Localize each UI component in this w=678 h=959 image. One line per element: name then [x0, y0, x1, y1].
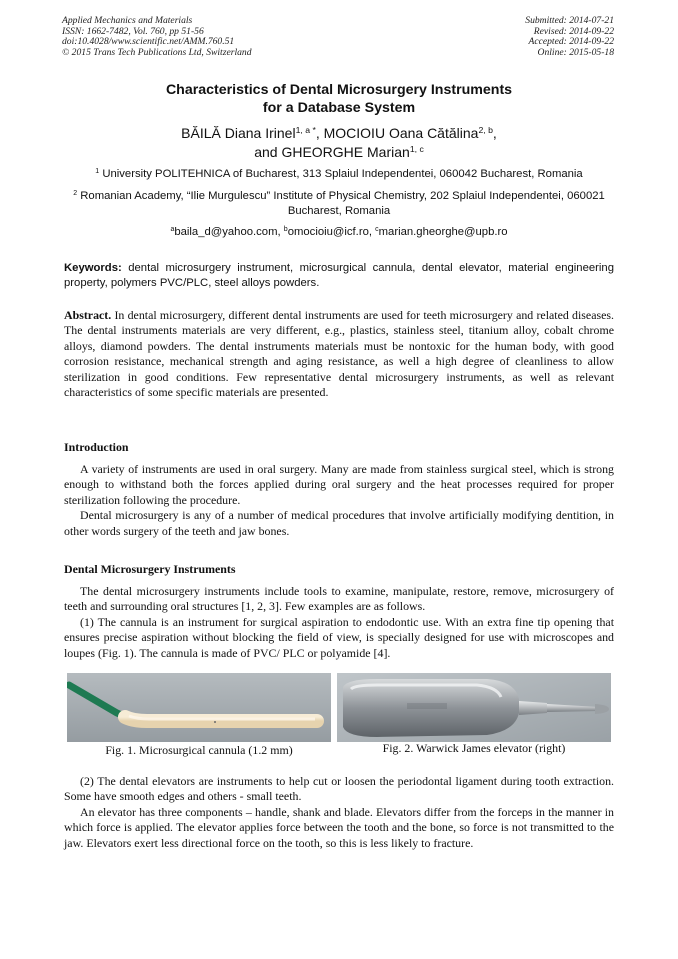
submitted-date: Submitted: 2014-07-21 [525, 15, 614, 26]
doi-line: doi:10.4028/www.scientific.net/AMM.760.51 [62, 36, 235, 47]
email-c-sup: c [375, 226, 379, 234]
email-a[interactable]: baila_d@yahoo.com, [174, 226, 284, 238]
figure-2-elevator-photo [337, 673, 611, 742]
author-emails [64, 225, 614, 240]
title-line-1: Characteristics of Dental Microsurgery Instruments [165, 82, 513, 98]
instruments-paragraph-1: The dental microsurgery instruments include tools to examine, manipulate, restore, remove, microsurgery of teeth and surrounding oral structures [1, 2, 3]. Few examples are as follows. [64, 584, 614, 614]
email-c[interactable]: marian.gheorghe@upb.ro [378, 226, 508, 238]
instruments-body [64, 584, 614, 661]
keywords-label: Keywords: [64, 262, 122, 274]
abstract [64, 308, 614, 400]
author-mocioiu: , MOCIOIU Oana Cătălina [315, 125, 479, 141]
elevator-illustration [337, 673, 611, 742]
figure-1-cannula-photo [67, 673, 331, 742]
elevator-paragraph-1: (2) The dental elevators are instruments to help cut or loosen the periodontal ligament during tooth extraction. Some have smooth edges and others - small teeth. [64, 774, 614, 804]
author-line-2 [0, 143, 678, 162]
author-gheorghe-sup: 1, c [409, 143, 424, 154]
elevator-paragraph-2: An elevator has three components – handle, shank and blade. Elevators differ from the forceps in the manner in which force is applied. The elevator applies force between the tooth and the bone, so force is not transmitted to the jaw. Elevators exert less directional force on the tooth, so this is less likely to fracture. [64, 804, 614, 850]
introduction-paragraph-1: A variety of instruments are used in oral surgery. Many are made from stainless surgical steel, which is strong enough to withstand both the forces applied during oral surgery and the heat processes required for proper sterilization following the procedure. [64, 462, 614, 507]
affiliation-1 [64, 167, 614, 182]
copyright-line: © 2015 Trans Tech Publications Ltd, Switzerland [62, 46, 252, 58]
introduction-body [64, 462, 614, 539]
title-line-2: for a Database System [262, 100, 416, 116]
accepted-date: Accepted: 2014-09-22 [528, 36, 614, 47]
figure-2-caption: Fig. 2. Warwick James elevator (right) [382, 741, 566, 755]
submission-dates [525, 16, 614, 58]
affiliation-2 [64, 189, 614, 218]
keywords-text: dental microsurgery instrument, microsurgical cannula, dental elevator, material engineering property, polymers PVC/PLC, steel alloys powders. [64, 262, 614, 289]
journal-info [62, 16, 252, 58]
affiliation-1-text: University POLITEHNICA of Bucharest, 313 Splaiul Independentei, 060042 Bucharest, Romania [99, 168, 583, 180]
author-line-1 [0, 124, 678, 143]
revised-date: Revised: 2014-09-22 [533, 25, 614, 37]
email-b[interactable]: omocioiu@icf.ro, [287, 226, 376, 238]
cannula-illustration [67, 673, 331, 742]
introduction-heading: Introduction [64, 440, 129, 454]
author-gheorghe: and GHEORGHE Marian [254, 143, 410, 160]
affiliation-2-sup: 2 [73, 190, 78, 198]
author-mocioiu-sup: 2, b [478, 125, 493, 136]
issn-line: ISSN: 1662-7482, Vol. 760, pp 51-56 [62, 25, 204, 37]
email-b-sup: b [283, 226, 288, 234]
email-a-sup: a [170, 226, 175, 234]
online-date: Online: 2015-05-18 [537, 46, 614, 58]
author-baila-sup: 1, a * [295, 125, 316, 136]
introduction-paragraph-2: Dental microsurgery is any of a number of medical procedures that involve artificially modifying dentition, in other words surgery of the teeth and jaw bones. [64, 508, 614, 538]
affiliation-1-sup: 1 [95, 168, 100, 176]
author-line-comma: , [492, 125, 497, 141]
abstract-label: Abstract. [64, 308, 112, 322]
author-list [0, 124, 678, 161]
figure-1-caption: Fig. 1. Microsurgical cannula (1.2 mm) [105, 743, 293, 757]
instruments-paragraph-2: (1) The cannula is an instrument for surgical aspiration to endodontic use. With an extra fine tip opening that ensures precise aspiration without blocking the field of view, is specially designed for use with microscopes and loupes (Fig. 1). The cannula is made of PVC/ PLC or polyamide [4]. [64, 614, 614, 660]
keywords [64, 261, 614, 290]
paper-title [0, 81, 678, 117]
journal-name: Applied Mechanics and Materials [62, 15, 193, 26]
instruments-heading: Dental Microsurgery Instruments [64, 562, 236, 576]
author-baila: BĂILĂ Diana Irinel [181, 125, 296, 141]
abstract-text: In dental microsurgery, different dental instruments are used for teeth microsurgery and related diseases. The dental instruments materials are very different, e.g., plastics, stainless steel, titanium alloy, cobalt chrome alloys, diamond powders. The dental instruments materials must be nontoxic for the human body, with good corrosion resistance, mechanical strength and aging resistance, as well a high degree of cleanliness to allow sterilization in good conditions. Few representative dental microsurgery instruments, as well as relevant characteristics of some specific materials are presented. [64, 308, 614, 400]
elevator-section [64, 774, 614, 851]
affiliation-2-text: Romanian Academy, “Ilie Murgulescu” Institute of Physical Chemistry, 202 Splaiul Independentei, 060021 Bucharest, Romania [77, 190, 605, 217]
